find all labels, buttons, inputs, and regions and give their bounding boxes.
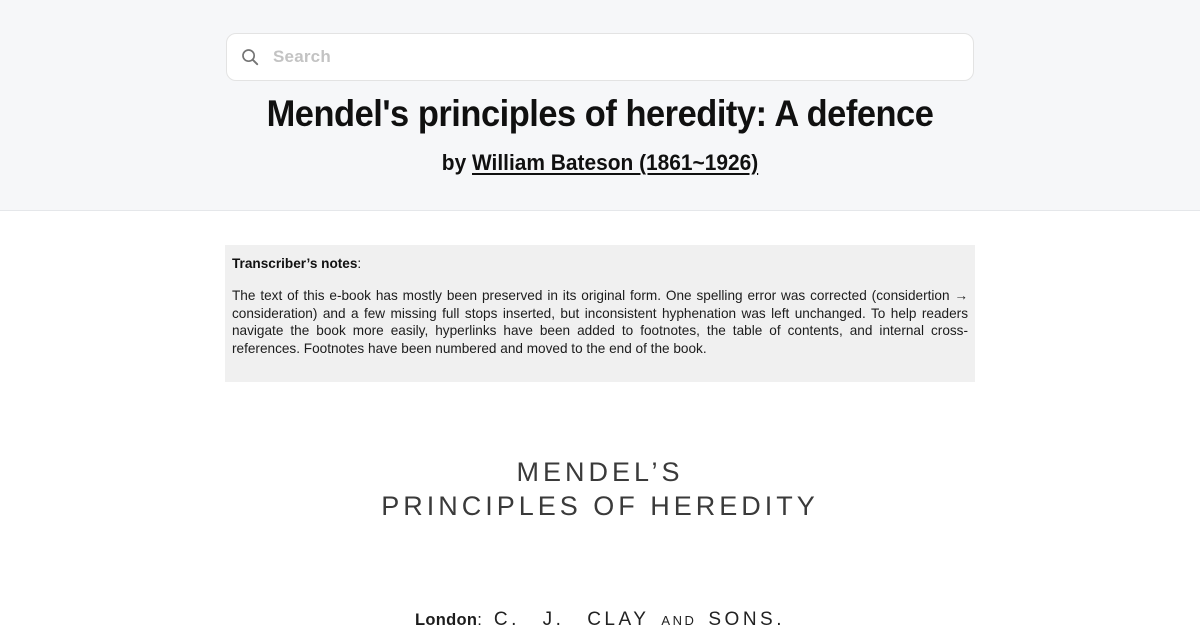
transcriber-notes-heading	[232, 255, 968, 273]
imprint-conjunction: AND	[661, 612, 697, 628]
byline-prefix: by	[441, 149, 473, 175]
page-header	[0, 0, 1200, 211]
titlepage-heading-line1: MENDEL’S	[516, 456, 684, 487]
transcriber-notes-box	[225, 245, 975, 382]
titlepage-heading-line2: PRINCIPLES OF HEREDITY	[381, 490, 819, 521]
transcriber-notes-heading-colon: :	[357, 256, 362, 271]
imprint-publisher-suffix: SONS.	[708, 608, 785, 628]
book-titlepage-heading	[0, 455, 1200, 523]
page-title: Mendel's principles of heredity: A defence	[266, 93, 934, 134]
transcriber-notes-heading-label: Transcriber’s notes	[232, 256, 358, 271]
imprint-line	[0, 609, 1200, 628]
search-input[interactable]	[226, 33, 974, 81]
imprint-separator: :	[477, 610, 482, 628]
search-bar	[226, 33, 974, 81]
transcriber-notes-text: The text of this e-book has mostly been preserved in its original form. One spelling error was corrected (considertion → consideration) and a few missing full stops inserted, but inconsistent hyphenation was left unchanged. To help readers navigate the book more easily, hyperlinks have been added to footnotes, the table of contents, and internal cross-references. Footnotes have been numbered and moved to the end of the book.	[232, 287, 968, 356]
imprint-city: London	[414, 610, 478, 628]
author-link[interactable]: William Bateson (1861~1926)	[472, 149, 759, 175]
imprint-publisher-name: C. J. CLAY	[493, 608, 650, 628]
byline	[30, 149, 1170, 177]
